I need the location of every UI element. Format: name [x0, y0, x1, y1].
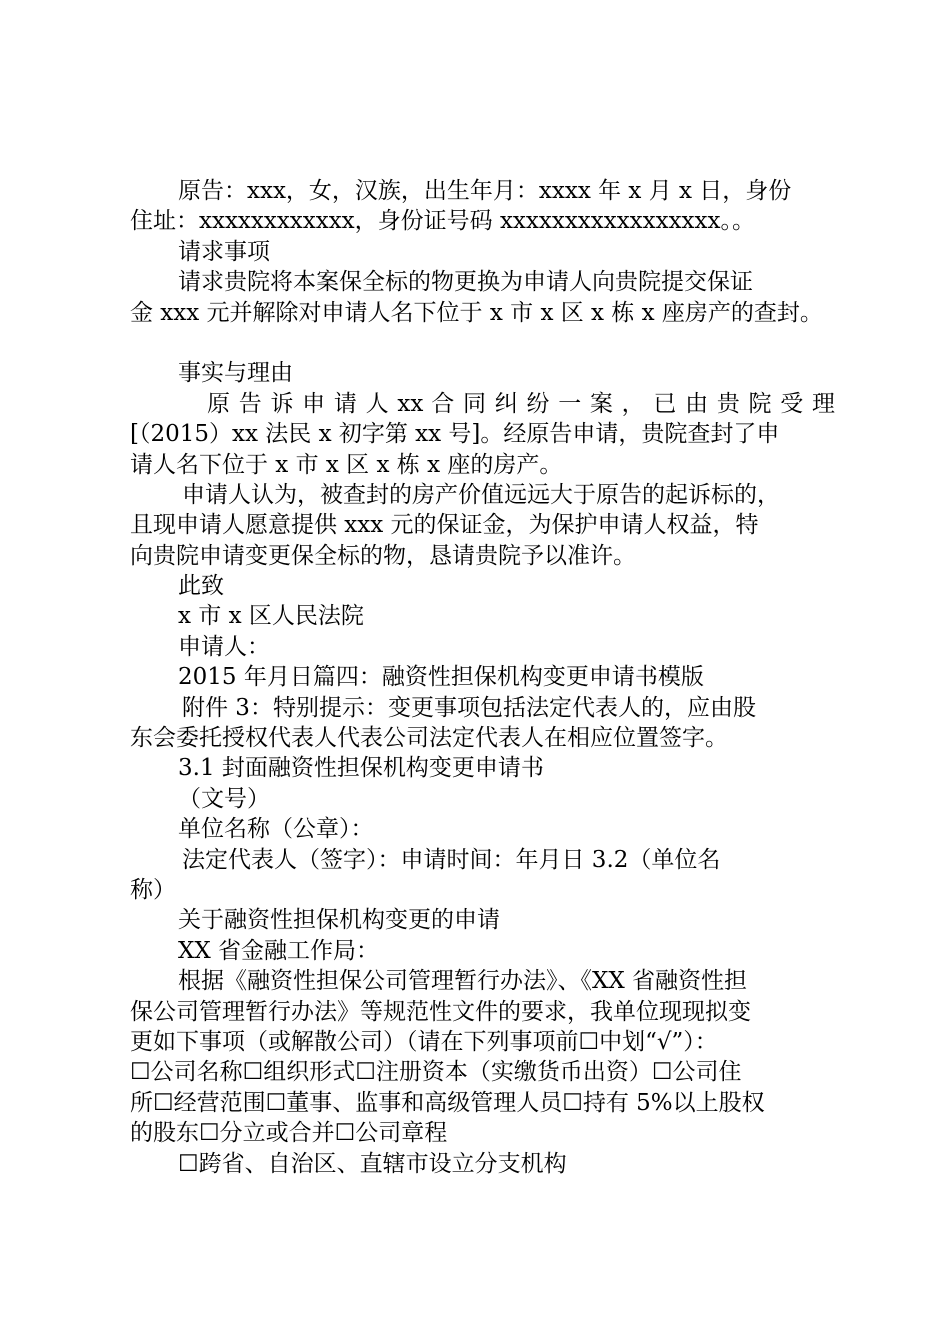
applicant-label: 申请人： — [178, 633, 270, 660]
blank-line — [130, 328, 835, 358]
checkbox-items-line-2: 所☐经营范围☐董事、监事和高级管理人员☐持有 5%以上股权 — [130, 1089, 765, 1116]
court-name: x 市 x 区人民法院 — [178, 603, 364, 630]
checkbox-items-line-1: ☐公司名称☐组织形式☐注册资本（实缴货币出资）☐公司住 — [130, 1059, 742, 1086]
document-page — [130, 176, 835, 1179]
facts-line-2: [（2015）xx 法民 x 初字第 xx 号]。经原告申请，贵院查封了申 — [130, 421, 780, 448]
facts-line-3: 请人名下位于 x 市 x 区 x 栋 x 座的房产。 — [130, 451, 563, 478]
legal-rep-line-2: 称） — [130, 876, 176, 903]
section-heading-facts: 事实与理由 — [178, 360, 293, 387]
date-and-chapter-title: 2015 年月日篇四：融资性担保机构变更申请书模版 — [178, 664, 704, 691]
checkbox-items-line-3: 的股东☐分立或合并☐公司章程 — [130, 1120, 448, 1147]
unit-name-label: 单位名称（公章）： — [178, 816, 374, 843]
attachment-note-2: 东会委托授权代表人代表公司法定代表人在相应位置签字。 — [130, 725, 728, 752]
body-line-1: 根据《融资性担保公司管理暂行办法》、《XX 省融资性担 — [178, 968, 748, 995]
body-line-2: 保公司管理暂行办法》等规范性文件的要求，我单位现现拟变 — [130, 998, 751, 1025]
requests-line-2: 金 xxx 元并解除对申请人名下位于 x 市 x 区 x 栋 x 座房产的查封。 — [130, 299, 823, 326]
legal-rep-line-1: 法定代表人（签字）：申请时间：年月日 3.2（单位名 — [182, 846, 721, 873]
application-title: 关于融资性担保机构变更的申请 — [178, 907, 500, 934]
attachment-note-1: 附件 3：特别提示：变更事项包括法定代表人的，应由股 — [182, 694, 756, 721]
reason-line-3: 向贵院申请变更保全标的物，恳请贵院予以准许。 — [130, 542, 636, 569]
section-heading-requests: 请求事项 — [178, 238, 270, 265]
cover-title: 3.1 封面融资性担保机构变更申请书 — [178, 755, 544, 782]
reason-line-1: 申请人认为，被查封的房产价值远远大于原告的起诉标的， — [182, 481, 780, 508]
salutation: 此致 — [178, 573, 224, 600]
document-number: （文号） — [178, 785, 270, 812]
checkbox-items-line-4: ☐跨省、自治区、直辖市设立分支机构 — [178, 1150, 567, 1177]
plaintiff-line-2: 住址：xxxxxxxxxxxx，身份证号码 xxxxxxxxxxxxxxxxx。。 — [130, 208, 755, 235]
requests-line-1: 请求贵院将本案保全标的物更换为申请人向贵院提交保证 — [178, 269, 753, 296]
reason-line-2: 且现申请人愿意提供 xxx 元的保证金，为保护申请人权益，特 — [130, 512, 759, 539]
plaintiff-line-1: 原告：xxx，女，汉族，出生年月：xxxx 年 x 月 x 日，身份 — [178, 178, 792, 204]
recipient: XX 省金融工作局： — [178, 937, 380, 964]
body-line-3: 更如下事项（或解散公司）（请在下列事项前☐中划“√”）： — [130, 1028, 718, 1055]
facts-line-1: 原 告 诉 申 请 人 xx 合 同 纠 纷 一 案 ， 已 由 贵 院 受 理 — [207, 390, 835, 417]
